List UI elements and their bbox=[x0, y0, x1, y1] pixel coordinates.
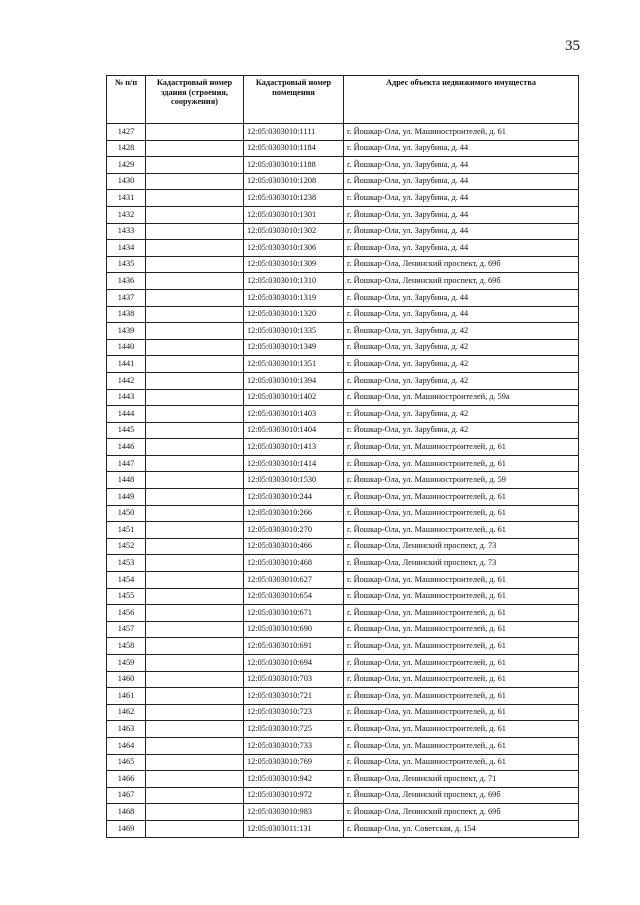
building-cadastral-number bbox=[146, 140, 244, 157]
row-number: 1436 bbox=[107, 273, 146, 290]
property-address: г. Йошкар-Ола, ул. Советская, д. 154 bbox=[344, 820, 579, 837]
property-address: г. Йошкар-Ола, ул. Машиностроителей, д. 61 bbox=[344, 721, 579, 738]
property-address: г. Йошкар-Ола, ул. Машиностроителей, д. 61 bbox=[344, 621, 579, 638]
table-row bbox=[107, 157, 579, 174]
room-cadastral-number: 12:05:0303010:723 bbox=[244, 704, 344, 721]
building-cadastral-number bbox=[146, 754, 244, 771]
row-number: 1440 bbox=[107, 339, 146, 356]
building-cadastral-number bbox=[146, 206, 244, 223]
table-row bbox=[107, 688, 579, 705]
table-row bbox=[107, 605, 579, 622]
room-cadastral-number: 12:05:0303010:1404 bbox=[244, 422, 344, 439]
room-cadastral-number: 12:05:0303010:1394 bbox=[244, 372, 344, 389]
header-room-cadastral-number: Кадастровый номер помещения bbox=[244, 76, 344, 124]
property-address: г. Йошкар-Ола, Ленинский проспект, д. 73 bbox=[344, 538, 579, 555]
building-cadastral-number bbox=[146, 406, 244, 423]
property-address: г. Йошкар-Ола, ул. Машиностроителей, д. 59 bbox=[344, 472, 579, 489]
building-cadastral-number bbox=[146, 704, 244, 721]
building-cadastral-number bbox=[146, 804, 244, 821]
property-address: г. Йошкар-Ола, Ленинский проспект, д. 69б bbox=[344, 804, 579, 821]
property-address: г. Йошкар-Ола, ул. Зарубина, д. 44 bbox=[344, 289, 579, 306]
room-cadastral-number: 12:05:0303011:131 bbox=[244, 820, 344, 837]
table-row bbox=[107, 439, 579, 456]
room-cadastral-number: 12:05:0303010:694 bbox=[244, 655, 344, 672]
building-cadastral-number bbox=[146, 173, 244, 190]
room-cadastral-number: 12:05:0303010:468 bbox=[244, 555, 344, 572]
table-row bbox=[107, 522, 579, 539]
table-row bbox=[107, 256, 579, 273]
property-address: г. Йошкар-Ола, ул. Зарубина, д. 42 bbox=[344, 356, 579, 373]
building-cadastral-number bbox=[146, 240, 244, 257]
room-cadastral-number: 12:05:0303010:654 bbox=[244, 588, 344, 605]
table-row bbox=[107, 323, 579, 340]
building-cadastral-number bbox=[146, 339, 244, 356]
room-cadastral-number: 12:05:0303010:1402 bbox=[244, 389, 344, 406]
table-row bbox=[107, 455, 579, 472]
table-header-row bbox=[107, 76, 579, 124]
room-cadastral-number: 12:05:0303010:1349 bbox=[244, 339, 344, 356]
row-number: 1430 bbox=[107, 173, 146, 190]
building-cadastral-number bbox=[146, 820, 244, 837]
property-address: г. Йошкар-Ола, ул. Зарубина, д. 42 bbox=[344, 339, 579, 356]
property-address: г. Йошкар-Ола, ул. Зарубина, д. 44 bbox=[344, 206, 579, 223]
row-number: 1443 bbox=[107, 389, 146, 406]
row-number: 1448 bbox=[107, 472, 146, 489]
building-cadastral-number bbox=[146, 323, 244, 340]
property-address: г. Йошкар-Ола, ул. Зарубина, д. 44 bbox=[344, 140, 579, 157]
row-number: 1438 bbox=[107, 306, 146, 323]
table-row bbox=[107, 406, 579, 423]
row-number: 1431 bbox=[107, 190, 146, 207]
row-number: 1428 bbox=[107, 140, 146, 157]
table-row bbox=[107, 787, 579, 804]
building-cadastral-number bbox=[146, 771, 244, 788]
row-number: 1468 bbox=[107, 804, 146, 821]
table-row bbox=[107, 240, 579, 257]
property-address: г. Йошкар-Ола, ул. Зарубина, д. 44 bbox=[344, 223, 579, 240]
table-row bbox=[107, 754, 579, 771]
header-address: Адрес объекта недвижимого имущества bbox=[344, 76, 579, 124]
room-cadastral-number: 12:05:0303010:972 bbox=[244, 787, 344, 804]
room-cadastral-number: 12:05:0303010:627 bbox=[244, 572, 344, 589]
room-cadastral-number: 12:05:0303010:270 bbox=[244, 522, 344, 539]
property-address: г. Йошкар-Ола, ул. Машиностроителей, д. 61 bbox=[344, 588, 579, 605]
building-cadastral-number bbox=[146, 289, 244, 306]
row-number: 1429 bbox=[107, 157, 146, 174]
building-cadastral-number bbox=[146, 489, 244, 506]
room-cadastral-number: 12:05:0303010:942 bbox=[244, 771, 344, 788]
property-address: г. Йошкар-Ола, ул. Машиностроителей, д. 61 bbox=[344, 505, 579, 522]
table-row bbox=[107, 721, 579, 738]
building-cadastral-number bbox=[146, 223, 244, 240]
row-number: 1444 bbox=[107, 406, 146, 423]
building-cadastral-number bbox=[146, 356, 244, 373]
table-row bbox=[107, 804, 579, 821]
property-address: г. Йошкар-Ола, ул. Машиностроителей, д. 61 bbox=[344, 704, 579, 721]
table-row bbox=[107, 638, 579, 655]
row-number: 1466 bbox=[107, 771, 146, 788]
table-row bbox=[107, 389, 579, 406]
table-row bbox=[107, 339, 579, 356]
building-cadastral-number bbox=[146, 505, 244, 522]
building-cadastral-number bbox=[146, 721, 244, 738]
room-cadastral-number: 12:05:0303010:671 bbox=[244, 605, 344, 622]
property-registry-table bbox=[106, 75, 579, 838]
row-number: 1458 bbox=[107, 638, 146, 655]
row-number: 1442 bbox=[107, 372, 146, 389]
row-number: 1439 bbox=[107, 323, 146, 340]
room-cadastral-number: 12:05:0303010:1320 bbox=[244, 306, 344, 323]
property-address: г. Йошкар-Ола, ул. Машиностроителей, д. 61 bbox=[344, 671, 579, 688]
row-number: 1445 bbox=[107, 422, 146, 439]
room-cadastral-number: 12:05:0303010:1310 bbox=[244, 273, 344, 290]
building-cadastral-number bbox=[146, 737, 244, 754]
building-cadastral-number bbox=[146, 472, 244, 489]
building-cadastral-number bbox=[146, 655, 244, 672]
row-number: 1433 bbox=[107, 223, 146, 240]
room-cadastral-number: 12:05:0303010:691 bbox=[244, 638, 344, 655]
row-number: 1441 bbox=[107, 356, 146, 373]
table-row bbox=[107, 737, 579, 754]
building-cadastral-number bbox=[146, 671, 244, 688]
building-cadastral-number bbox=[146, 588, 244, 605]
room-cadastral-number: 12:05:0303010:1301 bbox=[244, 206, 344, 223]
row-number: 1453 bbox=[107, 555, 146, 572]
room-cadastral-number: 12:05:0303010:1335 bbox=[244, 323, 344, 340]
property-address: г. Йошкар-Ола, ул. Зарубина, д. 44 bbox=[344, 306, 579, 323]
row-number: 1454 bbox=[107, 572, 146, 589]
building-cadastral-number bbox=[146, 306, 244, 323]
row-number: 1464 bbox=[107, 737, 146, 754]
room-cadastral-number: 12:05:0303010:690 bbox=[244, 621, 344, 638]
row-number: 1427 bbox=[107, 124, 146, 141]
building-cadastral-number bbox=[146, 572, 244, 589]
table-row bbox=[107, 356, 579, 373]
table-row bbox=[107, 173, 579, 190]
room-cadastral-number: 12:05:0303010:1351 bbox=[244, 356, 344, 373]
row-number: 1469 bbox=[107, 820, 146, 837]
table-row bbox=[107, 289, 579, 306]
table-row bbox=[107, 190, 579, 207]
table-row bbox=[107, 621, 579, 638]
property-address: г. Йошкар-Ола, ул. Машиностроителей, д. 61 bbox=[344, 439, 579, 456]
room-cadastral-number: 12:05:0303010:466 bbox=[244, 538, 344, 555]
row-number: 1463 bbox=[107, 721, 146, 738]
table-row bbox=[107, 704, 579, 721]
table-row bbox=[107, 655, 579, 672]
property-address: г. Йошкар-Ола, ул. Машиностроителей, д. 61 bbox=[344, 754, 579, 771]
row-number: 1446 bbox=[107, 439, 146, 456]
row-number: 1467 bbox=[107, 787, 146, 804]
room-cadastral-number: 12:05:0303010:1111 bbox=[244, 124, 344, 141]
building-cadastral-number bbox=[146, 389, 244, 406]
building-cadastral-number bbox=[146, 422, 244, 439]
table-row bbox=[107, 489, 579, 506]
row-number: 1434 bbox=[107, 240, 146, 257]
property-address: г. Йошкар-Ола, ул. Машиностроителей, д. 61 bbox=[344, 124, 579, 141]
room-cadastral-number: 12:05:0303010:703 bbox=[244, 671, 344, 688]
table-row bbox=[107, 555, 579, 572]
building-cadastral-number bbox=[146, 273, 244, 290]
room-cadastral-number: 12:05:0303010:1306 bbox=[244, 240, 344, 257]
table-row bbox=[107, 771, 579, 788]
room-cadastral-number: 12:05:0303010:1530 bbox=[244, 472, 344, 489]
property-address: г. Йошкар-Ола, Ленинский проспект, д. 69б bbox=[344, 256, 579, 273]
property-address: г. Йошкар-Ола, Ленинский проспект, д. 69б bbox=[344, 787, 579, 804]
building-cadastral-number bbox=[146, 124, 244, 141]
room-cadastral-number: 12:05:0303010:1319 bbox=[244, 289, 344, 306]
room-cadastral-number: 12:05:0303010:1208 bbox=[244, 173, 344, 190]
table-row bbox=[107, 306, 579, 323]
row-number: 1435 bbox=[107, 256, 146, 273]
property-address: г. Йошкар-Ола, ул. Машиностроителей, д. 61 bbox=[344, 522, 579, 539]
room-cadastral-number: 12:05:0303010:983 bbox=[244, 804, 344, 821]
row-number: 1432 bbox=[107, 206, 146, 223]
property-address: г. Йошкар-Ола, Ленинский проспект, д. 73 bbox=[344, 555, 579, 572]
property-address: г. Йошкар-Ола, ул. Машиностроителей, д. 61 bbox=[344, 605, 579, 622]
row-number: 1455 bbox=[107, 588, 146, 605]
building-cadastral-number bbox=[146, 439, 244, 456]
row-number: 1459 bbox=[107, 655, 146, 672]
property-address: г. Йошкар-Ола, Ленинский проспект, д. 69б bbox=[344, 273, 579, 290]
row-number: 1465 bbox=[107, 754, 146, 771]
room-cadastral-number: 12:05:0303010:1184 bbox=[244, 140, 344, 157]
property-address: г. Йошкар-Ола, ул. Зарубина, д. 44 bbox=[344, 190, 579, 207]
table-row bbox=[107, 372, 579, 389]
property-address: г. Йошкар-Ола, ул. Машиностроителей, д. 61 bbox=[344, 737, 579, 754]
room-cadastral-number: 12:05:0303010:1302 bbox=[244, 223, 344, 240]
table-row bbox=[107, 472, 579, 489]
room-cadastral-number: 12:05:0303010:733 bbox=[244, 737, 344, 754]
building-cadastral-number bbox=[146, 256, 244, 273]
room-cadastral-number: 12:05:0303010:266 bbox=[244, 505, 344, 522]
row-number: 1447 bbox=[107, 455, 146, 472]
row-number: 1450 bbox=[107, 505, 146, 522]
table-row bbox=[107, 140, 579, 157]
property-address: г. Йошкар-Ола, ул. Машиностроителей, д. 61 bbox=[344, 572, 579, 589]
table-row bbox=[107, 124, 579, 141]
property-address: г. Йошкар-Ола, ул. Машиностроителей, д. 61 bbox=[344, 489, 579, 506]
page-number: 35 bbox=[565, 38, 580, 54]
building-cadastral-number bbox=[146, 621, 244, 638]
property-address: г. Йошкар-Ола, Ленинский проспект, д. 71 bbox=[344, 771, 579, 788]
building-cadastral-number bbox=[146, 688, 244, 705]
building-cadastral-number bbox=[146, 190, 244, 207]
building-cadastral-number bbox=[146, 605, 244, 622]
building-cadastral-number bbox=[146, 372, 244, 389]
property-address: г. Йошкар-Ола, ул. Машиностроителей, д. 61 bbox=[344, 455, 579, 472]
table-row bbox=[107, 273, 579, 290]
row-number: 1449 bbox=[107, 489, 146, 506]
building-cadastral-number bbox=[146, 555, 244, 572]
row-number: 1437 bbox=[107, 289, 146, 306]
room-cadastral-number: 12:05:0303010:1403 bbox=[244, 406, 344, 423]
table-row bbox=[107, 572, 579, 589]
table-row bbox=[107, 588, 579, 605]
row-number: 1462 bbox=[107, 704, 146, 721]
property-address: г. Йошкар-Ола, ул. Машиностроителей, д. 61 bbox=[344, 638, 579, 655]
table-row bbox=[107, 538, 579, 555]
room-cadastral-number: 12:05:0303010:769 bbox=[244, 754, 344, 771]
room-cadastral-number: 12:05:0303010:721 bbox=[244, 688, 344, 705]
room-cadastral-number: 12:05:0303010:1414 bbox=[244, 455, 344, 472]
row-number: 1461 bbox=[107, 688, 146, 705]
row-number: 1451 bbox=[107, 522, 146, 539]
property-address: г. Йошкар-Ола, ул. Машиностроителей, д. 59а bbox=[344, 389, 579, 406]
property-address: г. Йошкар-Ола, ул. Зарубина, д. 44 bbox=[344, 240, 579, 257]
table-row bbox=[107, 671, 579, 688]
building-cadastral-number bbox=[146, 522, 244, 539]
table-row bbox=[107, 223, 579, 240]
header-building-cadastral-number: Кадастровый номер здания (строения, сооружения) bbox=[146, 76, 244, 124]
property-address: г. Йошкар-Ола, ул. Зарубина, д. 42 bbox=[344, 323, 579, 340]
property-address: г. Йошкар-Ола, ул. Машиностроителей, д. 61 bbox=[344, 688, 579, 705]
building-cadastral-number bbox=[146, 787, 244, 804]
room-cadastral-number: 12:05:0303010:244 bbox=[244, 489, 344, 506]
row-number: 1452 bbox=[107, 538, 146, 555]
building-cadastral-number bbox=[146, 538, 244, 555]
room-cadastral-number: 12:05:0303010:1238 bbox=[244, 190, 344, 207]
room-cadastral-number: 12:05:0303010:725 bbox=[244, 721, 344, 738]
table-row bbox=[107, 422, 579, 439]
property-address: г. Йошкар-Ола, ул. Зарубина, д. 42 bbox=[344, 406, 579, 423]
building-cadastral-number bbox=[146, 455, 244, 472]
property-address: г. Йошкар-Ола, ул. Зарубина, д. 44 bbox=[344, 173, 579, 190]
building-cadastral-number bbox=[146, 638, 244, 655]
table-body bbox=[107, 124, 579, 838]
room-cadastral-number: 12:05:0303010:1188 bbox=[244, 157, 344, 174]
property-address: г. Йошкар-Ола, ул. Зарубина, д. 44 bbox=[344, 157, 579, 174]
header-number: № п/п bbox=[107, 76, 146, 124]
property-address: г. Йошкар-Ола, ул. Машиностроителей, д. 61 bbox=[344, 655, 579, 672]
room-cadastral-number: 12:05:0303010:1309 bbox=[244, 256, 344, 273]
room-cadastral-number: 12:05:0303010:1413 bbox=[244, 439, 344, 456]
building-cadastral-number bbox=[146, 157, 244, 174]
property-address: г. Йошкар-Ола, ул. Зарубина, д. 42 bbox=[344, 372, 579, 389]
row-number: 1460 bbox=[107, 671, 146, 688]
table-row bbox=[107, 505, 579, 522]
property-address: г. Йошкар-Ола, ул. Зарубина, д. 42 bbox=[344, 422, 579, 439]
row-number: 1457 bbox=[107, 621, 146, 638]
table-row bbox=[107, 820, 579, 837]
table-row bbox=[107, 206, 579, 223]
row-number: 1456 bbox=[107, 605, 146, 622]
